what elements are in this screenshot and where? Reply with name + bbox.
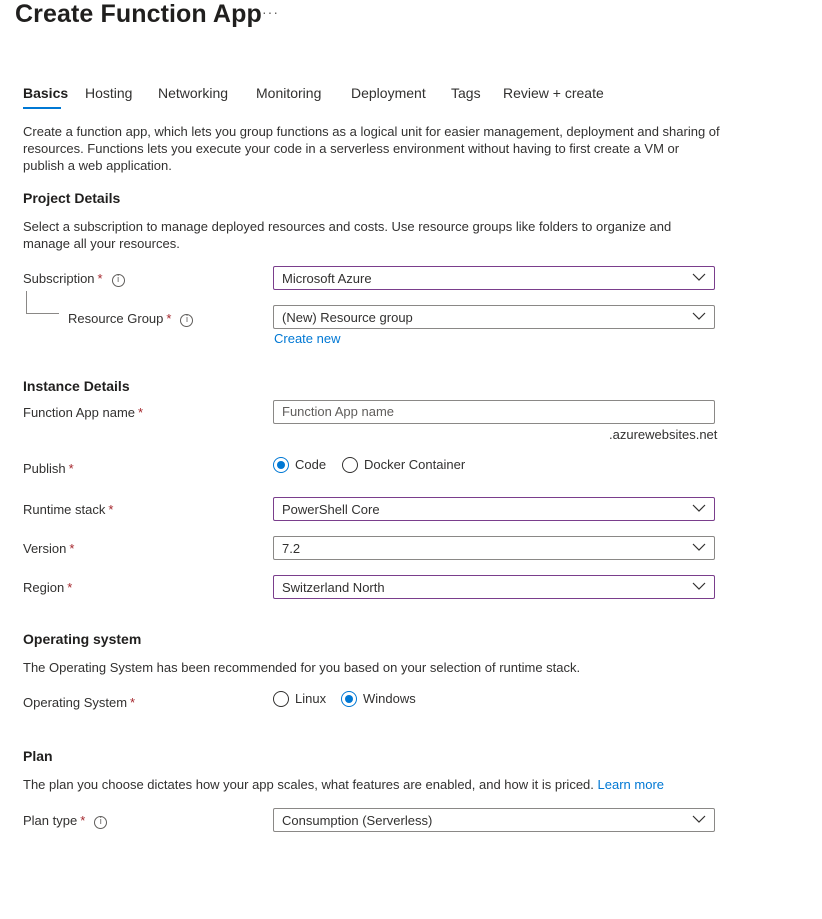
function-app-name-input[interactable]: [282, 401, 702, 421]
info-icon[interactable]: i: [112, 274, 125, 287]
resource-group-dropdown[interactable]: [273, 305, 715, 329]
required-marker: *: [69, 541, 75, 556]
operating-system-heading: Operating system: [23, 631, 142, 647]
info-icon[interactable]: i: [94, 816, 107, 829]
chevron-down-icon: [692, 309, 706, 323]
os-option-windows[interactable]: Windows: [341, 690, 416, 708]
publish-option-docker[interactable]: Docker Container: [342, 456, 465, 474]
subscription-value: Microsoft Azure: [282, 271, 372, 286]
domain-suffix: .azurewebsites.net: [609, 427, 718, 442]
chevron-down-icon: [692, 270, 706, 284]
required-marker: *: [166, 311, 172, 326]
project-details-description: Select a subscription to manage deployed resources and costs. Use resource groups like folders to organize and manage all your resources.: [23, 219, 672, 251]
version-label: Version *: [23, 541, 75, 556]
runtime-stack-value: PowerShell Core: [282, 502, 380, 517]
region-label: Region *: [23, 580, 73, 595]
chevron-down-icon: [692, 540, 706, 554]
subscription-label: Subscription * i: [23, 271, 125, 287]
active-tab-indicator: [23, 107, 61, 109]
runtime-stack-dropdown[interactable]: [273, 497, 715, 521]
radio-code[interactable]: [273, 457, 289, 473]
required-marker: *: [68, 461, 74, 476]
operating-system-label: Operating System *: [23, 695, 136, 710]
resource-group-label: Resource Group * i: [68, 311, 193, 327]
function-app-name-label: Function App name *: [23, 405, 144, 420]
chevron-down-icon: [692, 501, 706, 515]
required-marker: *: [80, 813, 86, 828]
plan-type-dropdown[interactable]: [273, 808, 715, 832]
plan-description: The plan you choose dictates how your app scales, what features are enabled, and how it is priced. Learn more: [23, 777, 665, 792]
more-options-icon[interactable]: ···: [262, 4, 279, 20]
function-app-name-field[interactable]: [273, 400, 715, 424]
publish-label: Publish *: [23, 461, 74, 476]
tab-monitoring[interactable]: Monitoring: [256, 85, 322, 101]
intro-description: Create a function app, which lets you group functions as a logical unit for easier management, deployment and sharing of resources. Functions lets you execute your code in a serverless environment without having to first create a VM or publish a web application.: [23, 124, 720, 173]
publish-option-code[interactable]: Code: [273, 456, 326, 474]
tab-basics[interactable]: Basics: [23, 85, 69, 101]
create-new-link[interactable]: Create new: [274, 331, 341, 346]
region-dropdown[interactable]: [273, 575, 715, 599]
operating-system-description: The Operating System has been recommended for you based on your selection of runtime stack.: [23, 660, 581, 675]
radio-docker-container[interactable]: [342, 457, 358, 473]
os-option-linux[interactable]: Linux: [273, 690, 326, 708]
plan-heading: Plan: [23, 748, 53, 764]
plan-type-label: Plan type * i: [23, 813, 107, 829]
runtime-stack-label: Runtime stack *: [23, 502, 114, 517]
required-marker: *: [97, 271, 103, 286]
plan-type-value: Consumption (Serverless): [282, 813, 433, 828]
tab-review-create[interactable]: Review + create: [503, 85, 604, 101]
chevron-down-icon: [692, 812, 706, 826]
required-marker: *: [138, 405, 144, 420]
learn-more-link[interactable]: Learn more: [597, 777, 665, 792]
chevron-down-icon: [692, 579, 706, 593]
resource-group-value: (New) Resource group: [282, 310, 413, 325]
subscription-dropdown[interactable]: [273, 266, 715, 290]
tab-networking[interactable]: Networking: [158, 85, 229, 101]
page-title: Create Function App: [15, 0, 262, 28]
version-dropdown[interactable]: [273, 536, 715, 560]
required-marker: *: [67, 580, 73, 595]
project-details-heading: Project Details: [23, 190, 121, 206]
radio-linux[interactable]: [273, 691, 289, 707]
instance-details-heading: Instance Details: [23, 378, 130, 394]
info-icon[interactable]: i: [180, 314, 193, 327]
required-marker: *: [108, 502, 114, 517]
tab-hosting[interactable]: Hosting: [85, 85, 133, 101]
tab-tags[interactable]: Tags: [451, 85, 481, 101]
tree-connector-vertical: [26, 291, 27, 313]
tree-connector-horizontal: [26, 313, 59, 314]
required-marker: *: [130, 695, 136, 710]
tab-deployment[interactable]: Deployment: [351, 85, 426, 101]
radio-windows[interactable]: [341, 691, 357, 707]
region-value: Switzerland North: [282, 580, 385, 595]
version-value: 7.2: [282, 541, 301, 556]
